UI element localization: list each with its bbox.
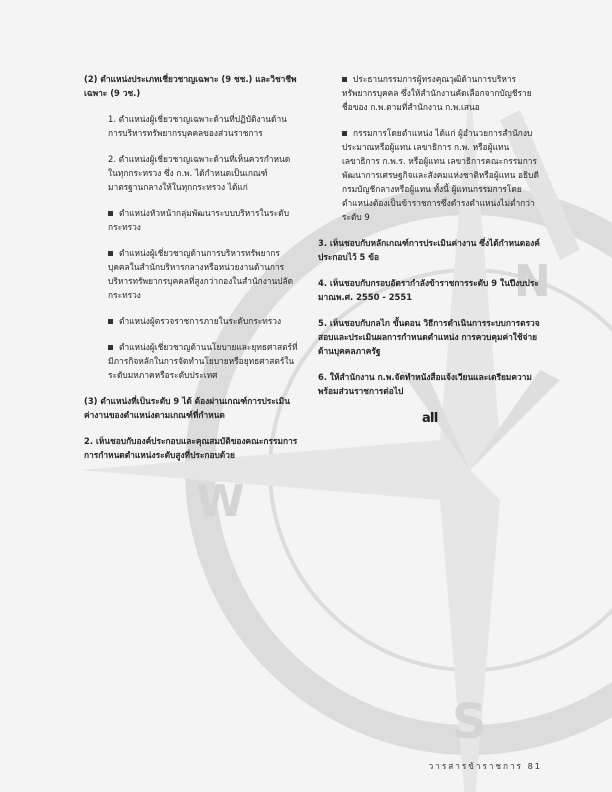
bullet-text: ตำแหน่งหัวหน้ากลุ่มพัฒนาระบบบริหารในระดับกระทรวง (108, 208, 290, 232)
running-title: วารสารข้าราชการ (428, 761, 523, 771)
page-number: 81 (527, 761, 542, 771)
bullet-text: ตำแหน่งผู้ตรวจราชการภายในระดับกระทรวง (119, 316, 282, 326)
criterion-paragraph: (3) ตำแหน่งที่เป็นระดับ 9 ได้ ต้องผ่านเกณฑ์การประเมินค่างานของตำแหน่งตามเกณฑ์ที่กำหนด (84, 396, 290, 420)
compass-letter-s: S (452, 694, 487, 750)
left-column (84, 72, 298, 474)
bullet-item (84, 340, 298, 382)
bullet-item (318, 72, 542, 114)
resolution-4: 4. เห็นชอบกับกรอบอัตรากำลังข้าราชการระดับ 9 ในปีงบประมาณพ.ศ. 2550 - 2551 (318, 278, 539, 302)
bullet-text: ประธานกรรมการผู้ทรงคุณวุฒิด้านการบริหารทรัพยากรบุคคล ซึ่งให้สำนักงานคัดเลือกจากบัญชีรายชื่อของ ก.พ.ตามที่สำนักงาน ก.พ.เสนอ (342, 74, 532, 112)
bullet-item (84, 246, 298, 302)
bullet-item (84, 314, 298, 328)
resolution-6: 6. ให้สำนักงาน ก.พ.จัดทำหนังสือแจ้งเวียนและเตรียมความพร้อมส่วนราชการต่อไป (318, 372, 532, 396)
resolution-5: 5. เห็นชอบกับกลไก ขั้นตอน วิธีการดำเนินการระบบการตรวจสอบและประเมินผลการกำหนดตำแหน่ง การควบคุมค่าใช้จ่ายด้านบุคคลภาครัฐ (318, 318, 540, 356)
item-1: 1. ตำแหน่งผู้เชี่ยวชาญเฉพาะด้านที่ปฏิบัติงานด้านการบริหารทรัพยากรบุคคลของส่วนราชการ (108, 114, 287, 138)
bullet-text: ตำแหน่งผู้เชี่ยวชาญด้านนโยบายและยุทธศาสตร์ที่มีภารกิจหลักในการจัดทำนโยบายหรือยุทธศาสตร์ในระดับมหภาคหรือระดับประเทศ (108, 342, 298, 380)
bullet-text: กรรมการโดยตำแหน่ง ได้แก่ ผู้อำนวยการสำนักงบประมาณหรือผู้แทน เลขาธิการ ก.พ. หรือผู้แทน เลขาธิการ ก.พ.ร. หรือผู้แทน เลขาธิการคณะกรรมการพัฒนาการเศรษฐกิจและสังคมแห่งชาติหรือผู้แทน อธิบดีกรมบัญชีกลางหรือผู้แทน ทั้งนี้ ผู้แทนกรรมการโดยตำแหน่งต้องเป็นข้าราชการซึ่งดำรงตำแหน่งไม่ต่ำกว่าระดับ 9 (342, 128, 539, 222)
right-column (318, 72, 542, 426)
bullet-text: ตำแหน่งผู้เชี่ยวชาญด้านการบริหารทรัพยากรบุคคลในสำนักบริหารกลางหรือหน่วยงานด้านการบริหารทรัพยากรบุคคลที่สูงกว่ากองในสำนักงานปลัดกระทรวง (108, 248, 294, 300)
end-mark-logo: aII (422, 411, 438, 426)
resolution-3: 3. เห็นชอบกับหลักเกณฑ์การประเมินค่างาน ซึ่งได้กำหนดองค์ประกอบไว้ 5 ข้อ (318, 238, 540, 262)
page-footer (422, 760, 542, 773)
square-bullet-icon (108, 211, 113, 216)
square-bullet-icon (108, 319, 113, 324)
bullet-item (318, 126, 542, 224)
item-2: 2. ตำแหน่งผู้เชี่ยวชาญเฉพาะด้านที่เห็นควรกำหนดในทุกกระทรวง ซึ่ง ก.พ. ได้กำหนดเป็นเกณฑ์มาตรฐานกลางให้ในทุกกระทรวง ได้แก่ (108, 154, 291, 192)
compass-letter-n: N (514, 256, 551, 307)
square-bullet-icon (342, 77, 347, 82)
square-bullet-icon (108, 345, 113, 350)
compass-letter-w: W (196, 476, 245, 527)
resolution-2: 2. เห็นชอบกับองค์ประกอบและคุณสมบัติของคณะกรรมการการกำหนดตำแหน่งระดับสูงที่ประกอบด้วย (84, 436, 298, 460)
section-heading: (2) ตำแหน่งประเภทเชี่ยวชาญเฉพาะ (9 ชช.) และวิชาชีพเฉพาะ (9 วช.) (84, 74, 297, 98)
square-bullet-icon (108, 251, 113, 256)
square-bullet-icon (342, 131, 347, 136)
bullet-item (84, 206, 298, 234)
